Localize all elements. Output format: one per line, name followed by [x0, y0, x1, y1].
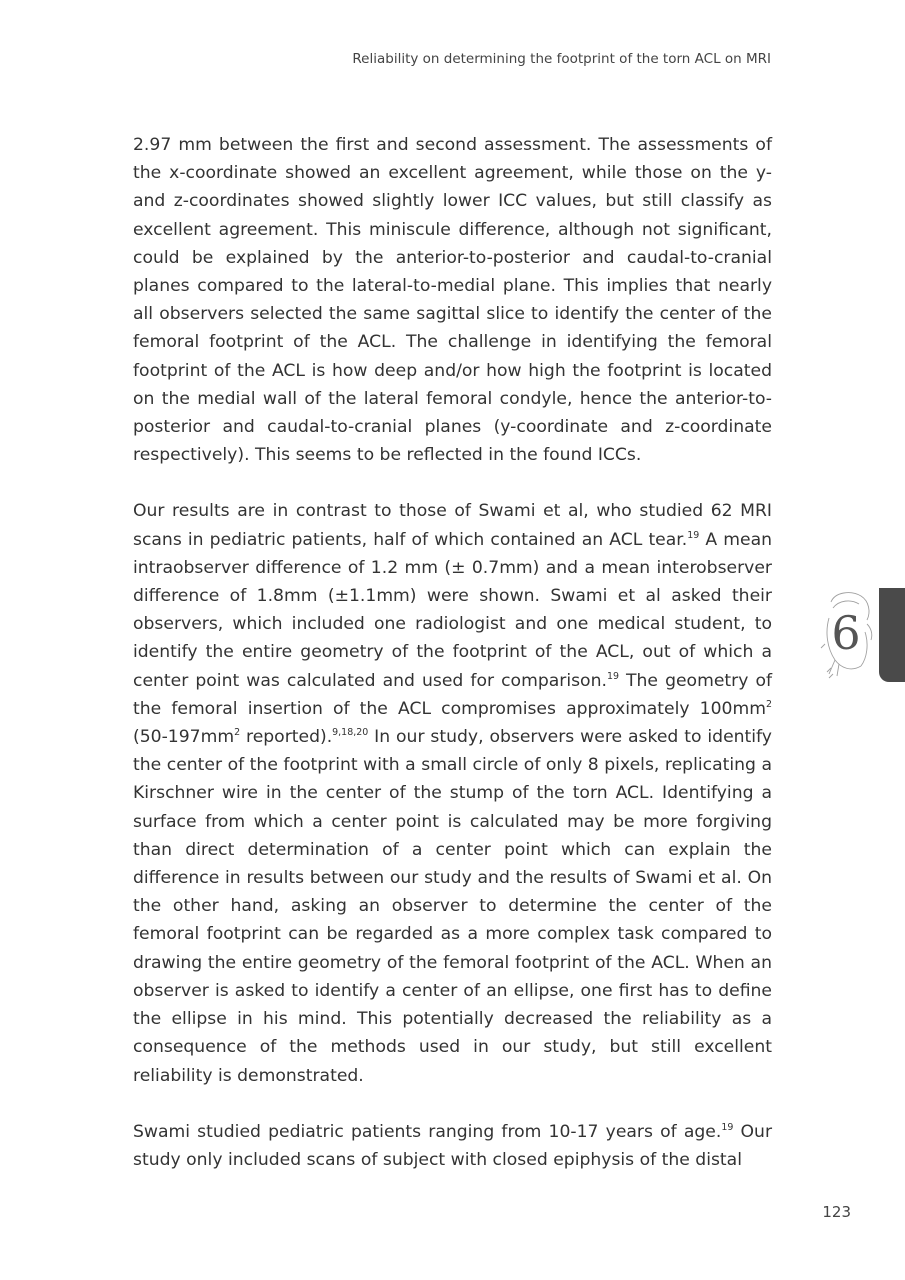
paragraph-3-text-b: Our study only included scans of subject with closed epiphysis of the distal	[133, 1121, 773, 1170]
paragraph-2-text-e: reported).	[240, 727, 333, 748]
paragraph-3-text-a: Swami studied pediatric patients ranging from 10-17 years of age.	[133, 1121, 722, 1142]
reference-superscript: 19	[606, 670, 619, 682]
page-number: 123	[822, 1203, 851, 1221]
unit-superscript: 2	[765, 698, 772, 710]
paragraph-2-text-a: Our results are in contrast to those of Swami et al, who studied 62 MRI scans in pediatric patients, half of which contained an ACL tear.	[133, 501, 772, 550]
reference-superscript: 19	[721, 1121, 734, 1133]
reference-superscript: 9,18,20	[332, 726, 369, 738]
body-text	[133, 131, 772, 1202]
paragraph-2-text-d: (50-197mm	[133, 727, 235, 748]
paragraph-1: 2.97 mm between the first and second assessment. The assessments of the x-coordinate showed an excellent agreement, while those on the y- and z-coordinates showed slightly lower ICC values, but still classify as excellent agreement. This miniscule difference, although not significant, could be explained by the anterior-to-posterior and caudal-to-cranial planes compared to the lateral-to-medial plane. This implies that nearly all observers selected the same sagittal slice to identify the center of the femoral footprint of the ACL. The challenge in identifying the femoral footprint of the ACL is how deep and/or how high the footprint is located on the medial wall of the lateral femoral condyle, hence the anterior-to-posterior and caudal-to-cranial planes (y-coordinate and z-coordinate respectively). This seems to be reflected in the found ICCs.	[133, 135, 772, 466]
chapter-tab	[879, 588, 905, 682]
unit-superscript: 2	[234, 726, 241, 738]
reference-superscript: 19	[687, 529, 700, 541]
paragraph-2-text-c: The geometry of the femoral insertion of the ACL compromises approximately 100mm	[133, 670, 773, 719]
paragraph-2-text-b: A mean intraobserver difference of 1.2 mm (± 0.7mm) and a mean interobserver difference of 1.8mm (±1.1mm) were shown. Swami et al asked their observers, which included one radiologist and one medical student, to identify the entire geometry of the footprint of the ACL, out of which a center point was calculated and used for comparison.	[133, 529, 772, 691]
paragraph-2-text-f: In our study, observers were asked to identify the center of the footprint with a small circle of only 8 pixels, replicating a Kirschner wire in the center of the stump of the torn ACL. Identifying a surface from which a center point is calculated may be more forgiving than direct determination of a center point which can explain the difference in results between our study and the results of Swami et al. On the other hand, asking an observer to determine the center of the femoral footprint can be regarded as a more complex task compared to drawing the entire geometry of the femoral footprint of the ACL. When an observer is asked to identify a center of an ellipse, one first has to define the ellipse in his mind. This potentially decreased the reliability as a consequence of the methods used in our study, but still excellent reliability is demonstrated.	[133, 727, 772, 1086]
paragraph-3	[133, 1118, 772, 1174]
running-header: Reliability on determining the footprint of the torn ACL on MRI	[352, 51, 771, 67]
paragraph-2	[133, 497, 772, 1089]
chapter-number: 6	[831, 606, 861, 660]
